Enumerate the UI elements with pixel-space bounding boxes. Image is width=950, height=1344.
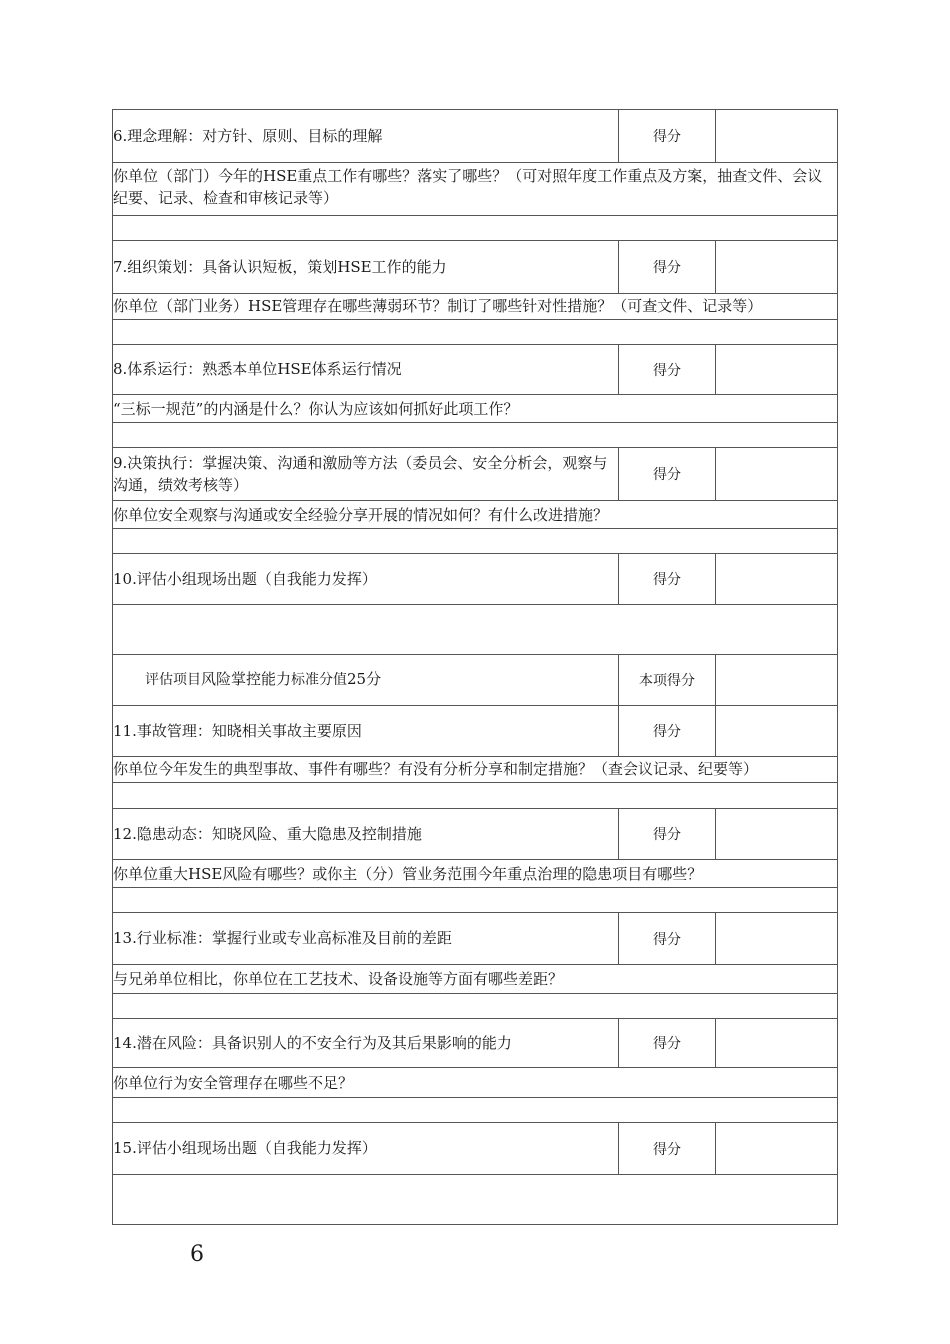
section-standard-label: 标准分值 <box>291 672 348 688</box>
question-row-12 <box>113 809 838 860</box>
answer-row-13 <box>113 994 838 1019</box>
question-text: 13.行业标准：掌握行业或专业高标准及目前的差距 <box>113 913 619 965</box>
detail-content: 与兄弟单位相比，你单位在工艺技术、设备设施等方面有哪些差距？ <box>113 970 564 988</box>
section-score-label: 本项得分 <box>619 655 716 706</box>
answer-row-9 <box>113 529 838 554</box>
detail-text <box>113 860 838 888</box>
question-text: 10.评估小组现场出题（自我能力发挥） <box>113 554 619 605</box>
detail-row-14 <box>113 1068 838 1098</box>
answer-row-7 <box>113 320 838 345</box>
detail-content: 你单位今年发生的典型事故、事件有哪些？有没有分析分享和制定措施？（查会议记录、纪要等） <box>113 760 759 778</box>
score-cell[interactable] <box>716 913 838 965</box>
detail-text <box>113 163 838 216</box>
detail-content: 你单位安全观察与沟通或安全经验分享开展的情况如何？有什么改进措施？ <box>113 506 609 524</box>
detail-text <box>113 294 838 320</box>
answer-cell[interactable] <box>113 888 838 913</box>
answer-cell[interactable] <box>113 529 838 554</box>
question-text: 9.决策执行：掌握决策、沟通和激励等方法（委员会、安全分析会，观察与沟通，绩效考核等） <box>113 448 619 501</box>
detail-row-9 <box>113 501 838 529</box>
detail-text <box>113 395 838 423</box>
answer-cell[interactable] <box>113 216 838 241</box>
detail-row-7 <box>113 294 838 320</box>
question-row-15 <box>113 1123 838 1175</box>
section-score-cell[interactable] <box>716 655 838 706</box>
detail-content: 你单位（部门业务）HSE管理存在哪些薄弱环节？制订了哪些针对性措施？（可查文件、记录等） <box>113 297 763 315</box>
score-cell[interactable] <box>716 345 838 395</box>
section-name: 风险掌控能力 <box>201 670 292 688</box>
answer-cell[interactable] <box>113 320 838 345</box>
question-text: 14.潜在风险：具备识别人的不安全行为及其后果影响的能力 <box>113 1019 619 1068</box>
section-prefix: 评估项目 <box>145 672 201 688</box>
score-cell[interactable] <box>716 241 838 294</box>
score-label: 得分 <box>619 1123 716 1175</box>
answer-row-12 <box>113 888 838 913</box>
score-cell[interactable] <box>716 1123 838 1175</box>
detail-content: 你单位重大HSE风险有哪些？或你主（分）管业务范围今年重点治理的隐患项目有哪些？ <box>113 865 703 883</box>
detail-content: “三标一规范”的内涵是什么？你认为应该如何抓好此项工作？ <box>113 400 519 418</box>
answer-cell[interactable] <box>113 783 838 809</box>
score-label: 得分 <box>619 706 716 757</box>
detail-content: 你单位（部门）今年的HSE重点工作有哪些？落实了哪些？（可对照年度工作重点及方案，抽查文件、会议纪要、记录、检查和审核记录等） <box>113 167 823 207</box>
assessment-table <box>112 109 838 1225</box>
answer-row-6 <box>113 216 838 241</box>
score-label: 得分 <box>619 241 716 294</box>
score-cell[interactable] <box>716 809 838 860</box>
score-cell[interactable] <box>716 1019 838 1068</box>
section-standard-value: 25分 <box>347 670 382 688</box>
question-row-8 <box>113 345 838 395</box>
question-row-9 <box>113 448 838 501</box>
question-row-7 <box>113 241 838 294</box>
detail-row-13 <box>113 965 838 994</box>
answer-cell[interactable] <box>113 605 838 655</box>
detail-row-11 <box>113 757 838 783</box>
question-text: 11.事故管理：知晓相关事故主要原因 <box>113 706 619 757</box>
detail-text <box>113 757 838 783</box>
score-label: 得分 <box>619 448 716 501</box>
answer-row-15 <box>113 1175 838 1225</box>
section-title <box>113 655 619 706</box>
answer-cell[interactable] <box>113 1175 838 1225</box>
score-label: 得分 <box>619 345 716 395</box>
answer-cell[interactable] <box>113 1098 838 1123</box>
score-cell[interactable] <box>716 706 838 757</box>
score-cell[interactable] <box>716 448 838 501</box>
score-label: 得分 <box>619 1019 716 1068</box>
detail-text <box>113 1068 838 1098</box>
question-text: 7.组织策划：具备认识短板，策划HSE工作的能力 <box>113 241 619 294</box>
score-label: 得分 <box>619 913 716 965</box>
question-text: 12.隐患动态：知晓风险、重大隐患及控制措施 <box>113 809 619 860</box>
question-row-10 <box>113 554 838 605</box>
question-text: 8.体系运行：熟悉本单位HSE体系运行情况 <box>113 345 619 395</box>
answer-cell[interactable] <box>113 994 838 1019</box>
detail-row-12 <box>113 860 838 888</box>
question-row-11 <box>113 706 838 757</box>
section-row <box>113 655 838 706</box>
answer-cell[interactable] <box>113 423 838 448</box>
answer-row-8 <box>113 423 838 448</box>
question-text: 6.理念理解：对方针、原则、目标的理解 <box>113 110 619 163</box>
answer-row-11 <box>113 783 838 809</box>
detail-text <box>113 965 838 994</box>
page-number: 6 <box>190 1242 204 1267</box>
score-cell[interactable] <box>716 110 838 163</box>
answer-row-14 <box>113 1098 838 1123</box>
question-text: 15.评估小组现场出题（自我能力发挥） <box>113 1123 619 1175</box>
score-label: 得分 <box>619 809 716 860</box>
score-cell[interactable] <box>716 554 838 605</box>
question-row-6 <box>113 110 838 163</box>
score-label: 得分 <box>619 110 716 163</box>
detail-content: 你单位行为安全管理存在哪些不足？ <box>113 1074 354 1092</box>
question-row-14 <box>113 1019 838 1068</box>
detail-text <box>113 501 838 529</box>
detail-row-8 <box>113 395 838 423</box>
score-label: 得分 <box>619 554 716 605</box>
question-row-13 <box>113 913 838 965</box>
answer-row-10 <box>113 605 838 655</box>
detail-row-6 <box>113 163 838 216</box>
